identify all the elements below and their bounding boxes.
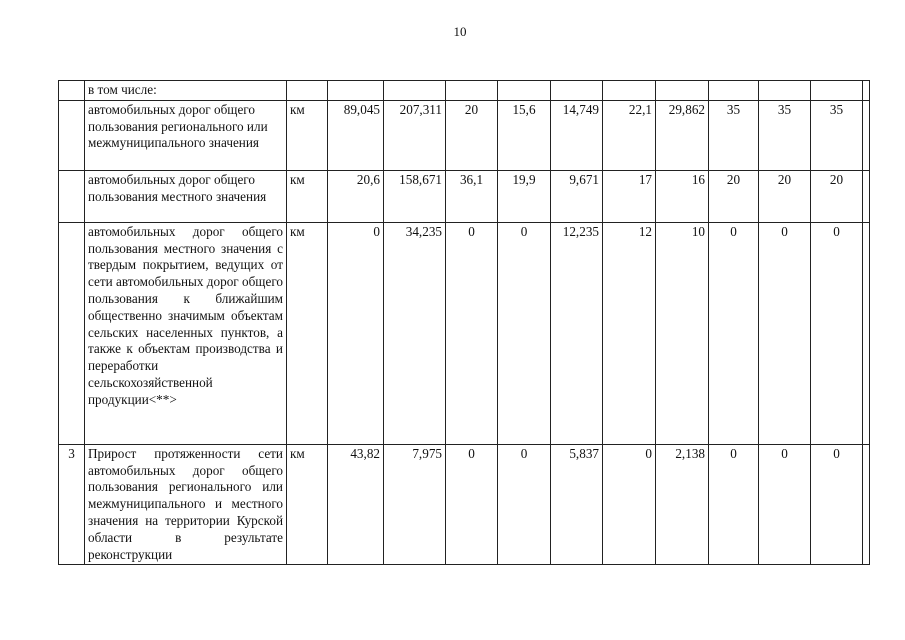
value-cell: 20 [709,170,759,222]
value-cell [384,81,446,101]
value-cell: 0 [498,444,551,565]
page-number: 10 [453,24,467,39]
unit-cell [287,81,328,101]
value-cell: 0 [709,444,759,565]
value-cell [656,81,709,101]
value-cell: 2,138 [656,444,709,565]
value-cell: 7,975 [384,444,446,565]
indicator-description-cell: автомобильных дорог общего пользования регионального или межмуниципального значения [85,100,287,170]
value-cell [551,81,603,101]
table-row [59,222,870,444]
value-cell: 158,671 [384,170,446,222]
value-cell: 5,837 [551,444,603,565]
value-cell: 10 [656,222,709,444]
value-cell [603,81,656,101]
value-cell: 0 [446,222,498,444]
value-cell: 0 [446,444,498,565]
value-cell: 35 [811,100,863,170]
value-cell: 0 [811,222,863,444]
value-cell: 17 [603,170,656,222]
value-cell: 207,311 [384,100,446,170]
value-cell: 43,82 [328,444,384,565]
value-cell [863,100,870,170]
indicators-table [58,80,870,565]
value-cell: 0 [759,222,811,444]
value-cell: 12,235 [551,222,603,444]
value-cell: 0 [603,444,656,565]
table-row [59,444,870,565]
unit-cell: км [287,170,328,222]
value-cell: 34,235 [384,222,446,444]
unit-cell: км [287,222,328,444]
value-cell [328,81,384,101]
value-cell: 0 [328,222,384,444]
value-cell [863,222,870,444]
value-cell: 19,9 [498,170,551,222]
value-cell [863,81,870,101]
value-cell [863,170,870,222]
row-number-cell [59,170,85,222]
value-cell: 29,862 [656,100,709,170]
row-number-cell [59,100,85,170]
value-cell: 15,6 [498,100,551,170]
value-cell: 16 [656,170,709,222]
value-cell: 0 [759,444,811,565]
value-cell: 20 [811,170,863,222]
table-row [59,100,870,170]
value-cell: 14,749 [551,100,603,170]
indicator-description-cell: в том числе: [85,81,287,101]
table-row [59,81,870,101]
unit-cell: км [287,100,328,170]
table-row [59,170,870,222]
indicator-description-cell: автомобильных дорог общего пользования местного значения с твердым покрытием, ведущих от сети автомобильных дорог общего пользования к ближайшим общественно значимым объектам сельских населенных пунктов, а также к объектам производства и переработки сельскохозяйственной продукции<**> [85,222,287,444]
value-cell [446,81,498,101]
value-cell: 35 [759,100,811,170]
value-cell [863,444,870,565]
value-cell: 36,1 [446,170,498,222]
value-cell [811,81,863,101]
indicator-description-cell: автомобильных дорог общего пользования местного значения [85,170,287,222]
row-number-cell [59,81,85,101]
value-cell: 89,045 [328,100,384,170]
value-cell [709,81,759,101]
value-cell [498,81,551,101]
indicator-description-cell: Прирост протяженности сети автомобильных дорог общего пользования регионального или межмуниципального и местного значения на территории Курской области в результате реконструкции [85,444,287,565]
value-cell: 35 [709,100,759,170]
value-cell: 12 [603,222,656,444]
value-cell: 20 [759,170,811,222]
value-cell: 9,671 [551,170,603,222]
value-cell: 22,1 [603,100,656,170]
value-cell: 0 [709,222,759,444]
value-cell: 20 [446,100,498,170]
unit-cell: км [287,444,328,565]
row-number-cell: 3 [59,444,85,565]
value-cell: 0 [811,444,863,565]
value-cell: 0 [498,222,551,444]
value-cell [759,81,811,101]
row-number-cell [59,222,85,444]
value-cell: 20,6 [328,170,384,222]
